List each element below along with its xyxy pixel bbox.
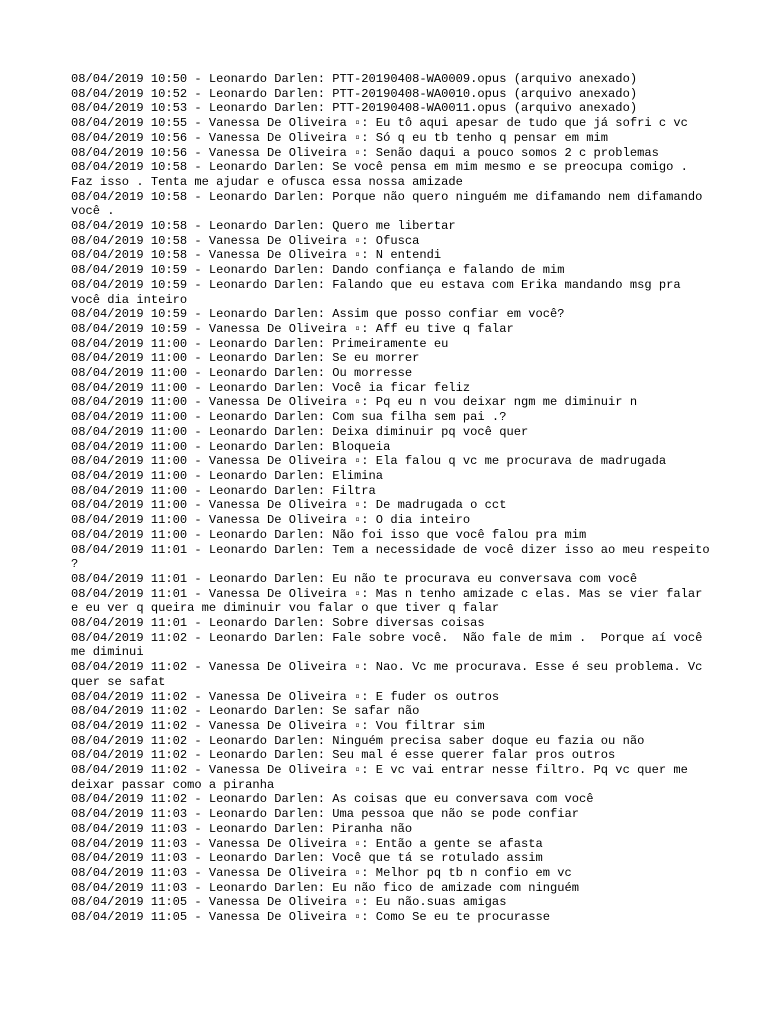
chat-line: 08/04/2019 10:55 - Vanessa De Oliveira ▫: Eu tô aqui apesar de tudo que já sofri c vc — [71, 116, 688, 131]
chat-line: 08/04/2019 11:03 - Leonardo Darlen: Uma pessoa que não se pode confiar — [71, 807, 580, 822]
chat-line: 08/04/2019 10:56 - Vanessa De Oliveira ▫: Só q eu tb tenho q pensar em mim — [71, 130, 609, 145]
chat-line: 08/04/2019 10:58 - Vanessa De Oliveira ▫: N entendi — [71, 248, 442, 263]
chat-line: 08/04/2019 10:58 - Leonardo Darlen: Se você pensa em mim mesmo e se preocupa comigo . Faz isso . Tenta me ajudar e ofusca essa nossa amizade — [71, 160, 696, 189]
chat-line: 08/04/2019 11:00 - Leonardo Darlen: Ou morresse — [71, 366, 413, 381]
chat-line: 08/04/2019 11:02 - Leonardo Darlen: Ninguém precisa saber doque eu fazia ou não — [71, 733, 645, 748]
chat-line: 08/04/2019 11:00 - Leonardo Darlen: Elimina — [71, 468, 384, 483]
chat-line: 08/04/2019 11:03 - Leonardo Darlen: Eu não fico de amizade com ninguém — [71, 880, 580, 895]
chat-line: 08/04/2019 11:02 - Leonardo Darlen: As coisas que eu conversava com você — [71, 792, 594, 807]
chat-line: 08/04/2019 10:59 - Vanessa De Oliveira ▫: Aff eu tive q falar — [71, 321, 514, 336]
chat-line: 08/04/2019 10:58 - Leonardo Darlen: Porque não quero ninguém me difamando nem difamando você . — [71, 189, 710, 219]
chat-line: 08/04/2019 11:00 - Vanessa De Oliveira ▫: Ela falou q vc me procurava de madrugada — [71, 454, 667, 469]
chat-line: 08/04/2019 10:59 - Leonardo Darlen: Dando confiança e falando de mim — [71, 263, 565, 278]
chat-line: 08/04/2019 11:02 - Leonardo Darlen: Se safar não — [71, 704, 420, 719]
chat-line: 08/04/2019 10:58 - Leonardo Darlen: Quero me libertar — [71, 219, 456, 234]
chat-line: 08/04/2019 11:00 - Leonardo Darlen: Com sua filha sem pai .? — [71, 410, 507, 425]
chat-line: 08/04/2019 11:01 - Vanessa De Oliveira ▫: Mas n tenho amizade c elas. Mas se vier falar e eu ver q queira me diminuir vou falar o que tiver q falar — [71, 586, 710, 616]
chat-line: 08/04/2019 11:02 - Vanessa De Oliveira ▫: Nao. Vc me procurava. Esse é seu problema. Vc quer se safat — [71, 660, 710, 689]
chat-line: 08/04/2019 10:52 - Leonardo Darlen: PTT-20190408-WA0010.opus (arquivo anexado) — [71, 86, 638, 101]
chat-line: 08/04/2019 11:03 - Leonardo Darlen: Você que tá se rotulado assim — [71, 851, 543, 866]
chat-line: 08/04/2019 11:00 - Leonardo Darlen: Se eu morrer — [71, 351, 420, 366]
chat-line: 08/04/2019 11:02 - Vanessa De Oliveira ▫: E fuder os outros — [71, 689, 500, 704]
chat-line: 08/04/2019 11:00 - Leonardo Darlen: Filtra — [71, 483, 376, 498]
chat-line: 08/04/2019 11:01 - Leonardo Darlen: Sobre diversas coisas — [71, 616, 485, 631]
chat-line: 08/04/2019 10:59 - Leonardo Darlen: Assim que posso confiar em você? — [71, 307, 565, 322]
chat-line: 08/04/2019 11:01 - Leonardo Darlen: Eu não te procurava eu conversava com você — [71, 571, 638, 586]
chat-line: 08/04/2019 11:03 - Vanessa De Oliveira ▫: Melhor pq tb n confio em vc — [71, 865, 572, 880]
chat-line: 08/04/2019 11:05 - Vanessa De Oliveira ▫: Como Se eu te procurasse — [71, 910, 550, 925]
chat-line: 08/04/2019 11:02 - Vanessa De Oliveira ▫: E vc vai entrar nesse filtro. Pq vc quer me deixar passar como a piranha — [71, 763, 696, 792]
chat-line: 08/04/2019 11:00 - Leonardo Darlen: Primeiramente eu — [71, 336, 449, 351]
chat-line: 08/04/2019 11:01 - Leonardo Darlen: Tem a necessidade de você dizer isso ao meu respeito ? — [71, 542, 717, 572]
chat-line: 08/04/2019 11:00 - Leonardo Darlen: Bloqueia — [71, 439, 391, 454]
chat-line: 08/04/2019 11:05 - Vanessa De Oliveira ▫: Eu não.suas amigas — [71, 895, 507, 910]
chat-line: 08/04/2019 11:03 - Vanessa De Oliveira ▫: Então a gente se afasta — [71, 836, 543, 851]
chat-line: 08/04/2019 11:00 - Leonardo Darlen: Não foi isso que você falou pra mim — [71, 527, 587, 542]
chat-line: 08/04/2019 10:53 - Leonardo Darlen: PTT-20190408-WA0011.opus (arquivo anexado) — [71, 101, 638, 116]
chat-transcript — [71, 72, 717, 925]
chat-line: 08/04/2019 11:02 - Vanessa De Oliveira ▫: Vou filtrar sim — [71, 718, 485, 733]
chat-line: 08/04/2019 11:00 - Vanessa De Oliveira ▫: De madrugada o cct — [71, 498, 507, 513]
chat-line: 08/04/2019 10:58 - Vanessa De Oliveira ▫: Ofusca — [71, 233, 420, 248]
chat-line: 08/04/2019 10:59 - Leonardo Darlen: Falando que eu estava com Erika mandando msg pra você dia inteiro — [71, 277, 688, 307]
chat-line: 08/04/2019 11:02 - Leonardo Darlen: Fale sobre você. Não fale de mim . Porque aí você me diminui — [71, 630, 710, 660]
chat-line: 08/04/2019 11:00 - Vanessa De Oliveira ▫: Pq eu n vou deixar ngm me diminuir n — [71, 395, 638, 410]
chat-line: 08/04/2019 11:02 - Leonardo Darlen: Seu mal é esse querer falar pros outros — [71, 748, 616, 763]
chat-line: 08/04/2019 11:00 - Leonardo Darlen: Você ia ficar feliz — [71, 380, 471, 395]
chat-line: 08/04/2019 11:03 - Leonardo Darlen: Piranha não — [71, 821, 413, 836]
chat-line: 08/04/2019 11:00 - Leonardo Darlen: Deixa diminuir pq você quer — [71, 424, 529, 439]
chat-line: 08/04/2019 10:50 - Leonardo Darlen: PTT-20190408-WA0009.opus (arquivo anexado) — [71, 72, 638, 86]
chat-line: 08/04/2019 11:00 - Vanessa De Oliveira ▫: O dia inteiro — [71, 513, 471, 528]
chat-line: 08/04/2019 10:56 - Vanessa De Oliveira ▫: Senão daqui a pouco somos 2 c problemas — [71, 145, 659, 160]
